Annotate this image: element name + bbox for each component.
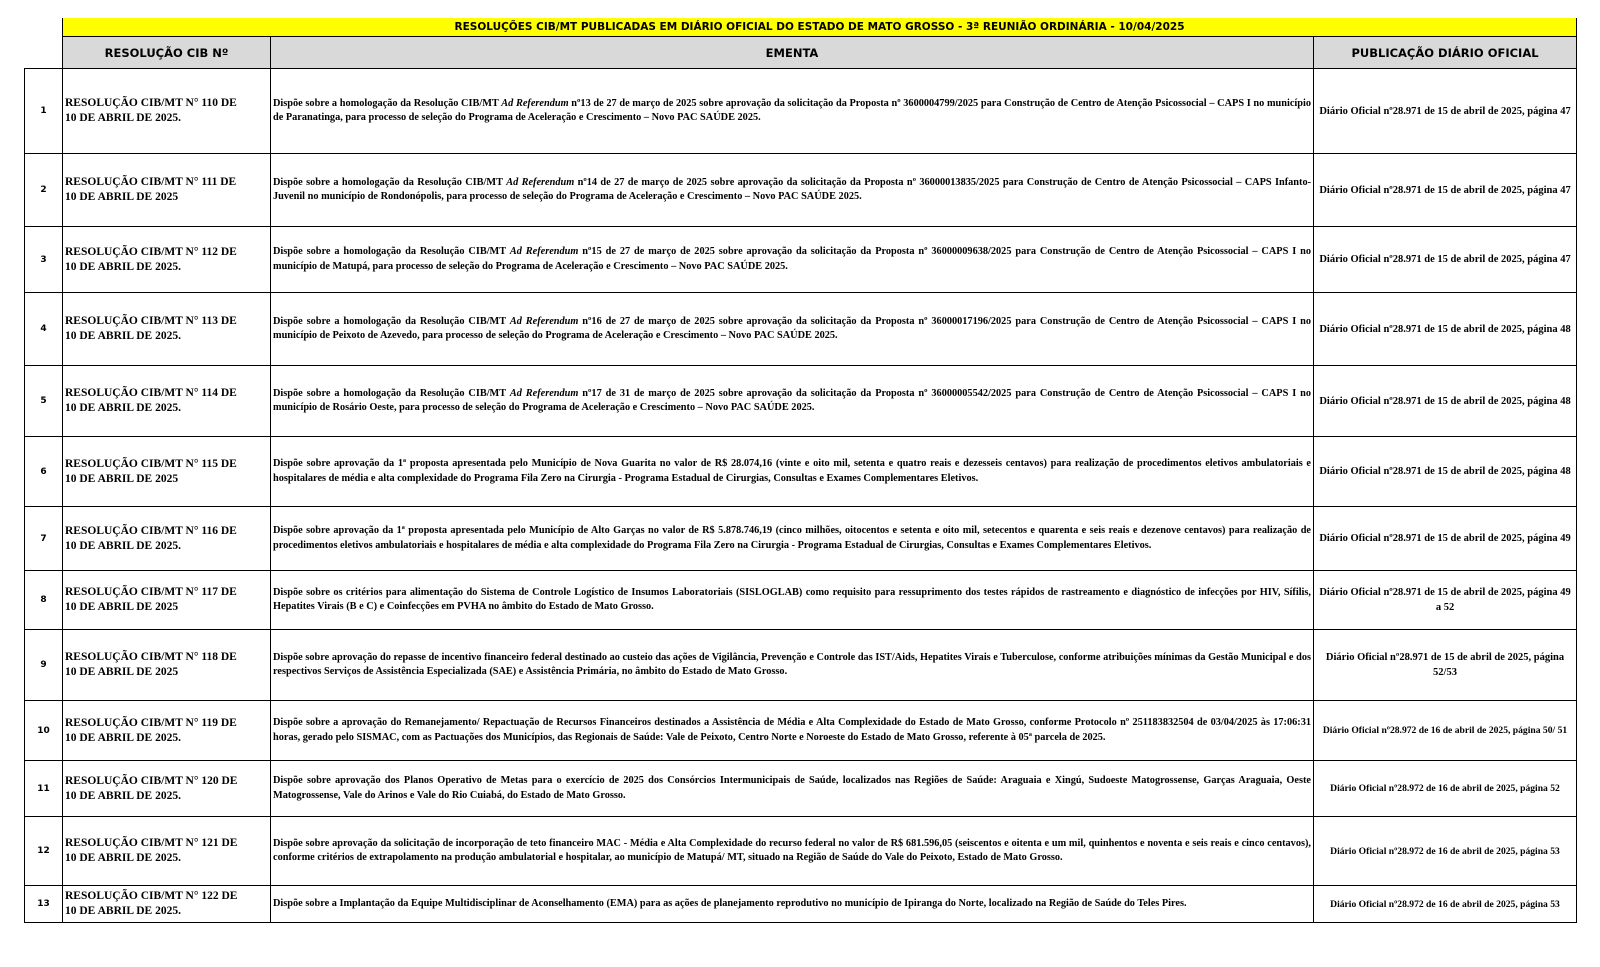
ementa-text-continued: nº15 de 27 de março de 2025 sobre aprovação da solicitação da Proposta nº 36000009638/2025 para Construção de Centro de Atenção Psicossocial – CAPS I no município de Matupá, para processo de seleção do Programa de Aceleração e Crescimento – Novo PAC SAÚDE 2025. bbox=[273, 246, 1312, 272]
resolution-cell: RESOLUÇÃO CIB/MT N° 115 DE 10 DE ABRIL DE 2025 bbox=[63, 437, 271, 507]
table-row bbox=[25, 761, 1577, 817]
row-number: 7 bbox=[25, 507, 63, 571]
row-number: 4 bbox=[25, 293, 63, 366]
publication-cell: Diário Oficial nº28.971 de 15 de abril de 2025, página 52/53 bbox=[1314, 630, 1577, 701]
ementa-italic-text: Ad Referendum bbox=[509, 387, 579, 399]
resolution-cell: RESOLUÇÃO CIB/MT N° 112 DE 10 DE ABRIL DE 2025. bbox=[63, 227, 271, 293]
resolution-cell: RESOLUÇÃO CIB/MT N° 118 DE 10 DE ABRIL DE 2025 bbox=[63, 630, 271, 701]
ementa-text: Dispõe sobre os critérios para alimentação do Sistema de Controle Logístico de Insumos Laboratoriais (SISLOGLAB) como requisito para ressuprimento dos testes rápidos de rastreamento e diagnóstico de infecções por HIV, Sífilis, Hepatites Virais (B e C) e Coinfecções em PVHA no âmbito do Estado de Mato Grosso. bbox=[273, 586, 1311, 612]
ementa-text-continued: nº17 de 31 de março de 2025 sobre aprovação da solicitação da Proposta nº 36000005542/2025 para Construção de Centro de Atenção Psicossocial – CAPS I no município de Rosário Oeste, para processo de seleção do Programa de Aceleração e Crescimento – Novo PAC SAÚDE 2025. bbox=[273, 387, 1312, 413]
table-row bbox=[25, 437, 1577, 507]
resolution-cell: RESOLUÇÃO CIB/MT N° 110 DE 10 DE ABRIL DE 2025. bbox=[63, 69, 271, 154]
resolution-cell: RESOLUÇÃO CIB/MT N° 122 DE 10 DE ABRIL DE 2025. bbox=[63, 886, 271, 923]
ementa-text-continued: nº16 de 27 de março de 2025 sobre aprovação da solicitação da Proposta nº 36000017196/2025 para Construção de Centro de Atenção Psicossocial – CAPS I no município de Peixoto de Azevedo, para processo de seleção do Programa de Aceleração e Crescimento – Novo PAC SAÚDE 2025. bbox=[273, 315, 1312, 341]
publication-cell: Diário Oficial nº28.971 de 15 de abril de 2025, página 49 a 52 bbox=[1314, 571, 1577, 630]
header-spacer bbox=[25, 37, 63, 69]
row-number: 11 bbox=[25, 761, 63, 817]
row-number: 1 bbox=[25, 69, 63, 154]
resolution-cell: RESOLUÇÃO CIB/MT N° 114 DE 10 DE ABRIL DE 2025. bbox=[63, 366, 271, 437]
resolution-cell: RESOLUÇÃO CIB/MT N° 121 DE 10 DE ABRIL DE 2025. bbox=[63, 817, 271, 886]
resolution-cell: RESOLUÇÃO CIB/MT N° 120 DE 10 DE ABRIL DE 2025. bbox=[63, 761, 271, 817]
ementa-text-continued: nº13 de 27 de março de 2025 sobre aprovação da solicitação da Proposta nº 3600004799/2025 para Construção de Centro de Atenção Psicossocial – CAPS I no município de Paranatinga, para processo de seleção do Programa de Aceleração e Crescimento – Novo PAC SAÚDE 2025. bbox=[273, 97, 1312, 123]
header-ementa: EMENTA bbox=[271, 37, 1314, 69]
ementa-cell bbox=[271, 69, 1314, 154]
resolution-cell: RESOLUÇÃO CIB/MT N° 117 DE 10 DE ABRIL DE 2025 bbox=[63, 571, 271, 630]
ementa-cell bbox=[271, 571, 1314, 630]
publication-cell: Diário Oficial nº28.972 de 16 de abril de 2025, página 53 bbox=[1314, 817, 1577, 886]
table-row bbox=[25, 571, 1577, 630]
table-row bbox=[25, 886, 1577, 923]
table-row bbox=[25, 154, 1577, 227]
row-number: 3 bbox=[25, 227, 63, 293]
ementa-cell bbox=[271, 227, 1314, 293]
ementa-cell bbox=[271, 154, 1314, 227]
table-row bbox=[25, 507, 1577, 571]
table-row bbox=[25, 630, 1577, 701]
ementa-cell bbox=[271, 630, 1314, 701]
resolutions-table bbox=[24, 18, 1577, 923]
header-row bbox=[25, 37, 1577, 69]
table-row bbox=[25, 227, 1577, 293]
publication-cell: Diário Oficial nº28.971 de 15 de abril de 2025, página 47 bbox=[1314, 227, 1577, 293]
row-number: 10 bbox=[25, 701, 63, 761]
ementa-text: Dispõe sobre aprovação da 1ª proposta apresentada pelo Município de Nova Guarita no valor de R$ 28.074,16 (vinte e oito mil, setenta e quatro reais e dezesseis centavos) para realização de procedimentos eletivos ambulatoriais e hospitalares de média e alta complexidade do Programa Fila Zero na Cirurgia - Programa Estadual de Cirurgias, Consultas e Exames Complementares Eletivos. bbox=[273, 458, 1311, 484]
table-row bbox=[25, 817, 1577, 886]
resolution-cell: RESOLUÇÃO CIB/MT N° 116 DE 10 DE ABRIL DE 2025. bbox=[63, 507, 271, 571]
ementa-text: Dispõe sobre a homologação da Resolução CIB/MT bbox=[273, 315, 510, 327]
row-number: 13 bbox=[25, 886, 63, 923]
resolution-cell: RESOLUÇÃO CIB/MT N° 111 DE 10 DE ABRIL DE 2025 bbox=[63, 154, 271, 227]
table-title: RESOLUÇÕES CIB/MT PUBLICADAS EM DIÁRIO OFICIAL DO ESTADO DE MATO GROSSO - 3ª REUNIÃO ORDINÁRIA - 10/04/2025 bbox=[63, 18, 1577, 37]
row-number: 5 bbox=[25, 366, 63, 437]
ementa-cell bbox=[271, 886, 1314, 923]
ementa-text: Dispõe sobre aprovação do repasse de incentivo financeiro federal destinado ao custeio das ações de Vigilância, Prevenção e Controle das IST/Aids, Hepatites Virais e Tuberculose, conforme atribuições mínimas da Gestão Municipal e dos respectivos Serviços de Assistência Especializada (SAE) e Assistência Primária, no âmbito do Estado de Mato Grosso. bbox=[273, 651, 1311, 677]
publication-cell: Diário Oficial nº28.972 de 16 de abril de 2025, página 50/ 51 bbox=[1314, 701, 1577, 761]
resolution-cell: RESOLUÇÃO CIB/MT N° 113 DE 10 DE ABRIL DE 2025. bbox=[63, 293, 271, 366]
ementa-italic-text: Ad Referendum bbox=[506, 176, 575, 188]
ementa-italic-text: Ad Referendum bbox=[501, 97, 569, 109]
table-body bbox=[25, 69, 1577, 923]
row-number: 2 bbox=[25, 154, 63, 227]
ementa-cell bbox=[271, 293, 1314, 366]
table-row bbox=[25, 366, 1577, 437]
row-number: 8 bbox=[25, 571, 63, 630]
publication-cell: Diário Oficial nº28.971 de 15 de abril de 2025, página 47 bbox=[1314, 154, 1577, 227]
publication-cell: Diário Oficial nº28.971 de 15 de abril de 2025, página 48 bbox=[1314, 293, 1577, 366]
row-number: 6 bbox=[25, 437, 63, 507]
publication-cell: Diário Oficial nº28.972 de 16 de abril de 2025, página 52 bbox=[1314, 761, 1577, 817]
ementa-text: Dispõe sobre aprovação da 1ª proposta apresentada pelo Município de Alto Garças no valor de R$ 5.878.746,19 (cinco milhões, oitocentos e setenta e oito mil, setecentos e quarenta e seis reais e dezenove centavos) para realização de procedimentos eletivos ambulatoriais e hospitalares de média e alta complexidade do Programa Fila Zero na Cirurgia - Programa Estadual de Cirurgias, Consultas e Exames Complementares Eletivos. bbox=[273, 525, 1311, 551]
table-row bbox=[25, 293, 1577, 366]
header-publicacao: PUBLICAÇÃO DIÁRIO OFICIAL bbox=[1314, 37, 1577, 69]
ementa-text: Dispõe sobre a homologação da Resolução CIB/MT bbox=[273, 176, 507, 188]
publication-cell: Diário Oficial nº28.972 de 16 de abril de 2025, página 53 bbox=[1314, 886, 1577, 923]
publication-cell: Diário Oficial nº28.971 de 15 de abril de 2025, página 49 bbox=[1314, 507, 1577, 571]
publication-cell: Diário Oficial nº28.971 de 15 de abril de 2025, página 48 bbox=[1314, 366, 1577, 437]
ementa-cell bbox=[271, 437, 1314, 507]
ementa-text: Dispõe sobre a homologação da Resolução CIB/MT bbox=[273, 387, 510, 399]
title-spacer bbox=[25, 18, 63, 37]
header-resolucao: RESOLUÇÃO CIB Nº bbox=[63, 37, 271, 69]
row-number: 12 bbox=[25, 817, 63, 886]
ementa-cell bbox=[271, 761, 1314, 817]
resolution-cell: RESOLUÇÃO CIB/MT N° 119 DE 10 DE ABRIL DE 2025. bbox=[63, 701, 271, 761]
ementa-text: Dispõe sobre aprovação da solicitação de incorporação de teto financeiro MAC - Média e Alta Complexidade do recurso federal no valor de R$ 681.596,05 (seiscentos e oitenta e um mil, quinhentos e noventa e seis reais e cinco centavos), conforme critérios de extrapolamento na produção ambulatorial e hospitalar, ao município de Matupá/ MT, situado na Região de Saúde do Vale do Peixoto, Estado de Mato Grosso. bbox=[273, 837, 1311, 863]
ementa-cell bbox=[271, 701, 1314, 761]
publication-cell: Diário Oficial nº28.971 de 15 de abril de 2025, página 48 bbox=[1314, 437, 1577, 507]
ementa-text: Dispõe sobre aprovação dos Planos Operativo de Metas para o exercício de 2025 dos Consórcios Intermunicipais de Saúde, localizados nas Regiões de Saúde: Araguaia e Xingú, Sudoeste Matogrossense, Garças Araguaia, Oeste Matogrossense, Vale do Arinos e Vale do Rio Cuiabá, do Estado de Mato Grosso. bbox=[273, 775, 1311, 801]
publication-cell: Diário Oficial nº28.971 de 15 de abril de 2025, página 47 bbox=[1314, 69, 1577, 154]
title-row bbox=[25, 18, 1577, 37]
ementa-cell bbox=[271, 366, 1314, 437]
ementa-italic-text: Ad Referendum bbox=[509, 315, 579, 327]
ementa-text: Dispõe sobre a aprovação do Remanejamento/ Repactuação de Recursos Financeiros destinados a Assistência de Média e Alta Complexidade do Estado de Mato Grosso, conforme Protocolo nº 251183832504 de 03/04/2025 às 17:06:31 horas, gerado pelo SISMAC, com as Pactuações dos Municípios, das Regionais de Saúde: Vale de Peixoto, Centro Norte e Noroeste do Estado de Mato Grosso, referente à 05ª parcela de 2025. bbox=[273, 717, 1311, 743]
ementa-cell bbox=[271, 507, 1314, 571]
ementa-cell bbox=[271, 817, 1314, 886]
ementa-text: Dispõe sobre a homologação da Resolução CIB/MT bbox=[273, 246, 510, 257]
ementa-text-continued: nº14 de 27 de março de 2025 sobre aprovação da solicitação da Proposta nº 36000013835/2025 para Construção de Centro de Atenção Psicossocial – CAPS Infanto-Juvenil no município de Rondonópolis, para processo de seleção do Programa de Aceleração e Crescimento – Novo PAC SAÚDE 2025. bbox=[273, 176, 1312, 202]
ementa-italic-text: Ad Referendum bbox=[509, 246, 579, 257]
table-row bbox=[25, 701, 1577, 761]
row-number: 9 bbox=[25, 630, 63, 701]
ementa-text: Dispõe sobre a homologação da Resolução CIB/MT bbox=[273, 97, 502, 109]
resolutions-table-wrapper bbox=[24, 18, 1576, 923]
ementa-text: Dispõe sobre a Implantação da Equipe Multidisciplinar de Aconselhamento (EMA) para as ações de planejamento reprodutivo no município de Ipiranga do Norte, localizado na Região de Saúde do Teles Pires. bbox=[273, 897, 1187, 909]
table-row bbox=[25, 69, 1577, 154]
